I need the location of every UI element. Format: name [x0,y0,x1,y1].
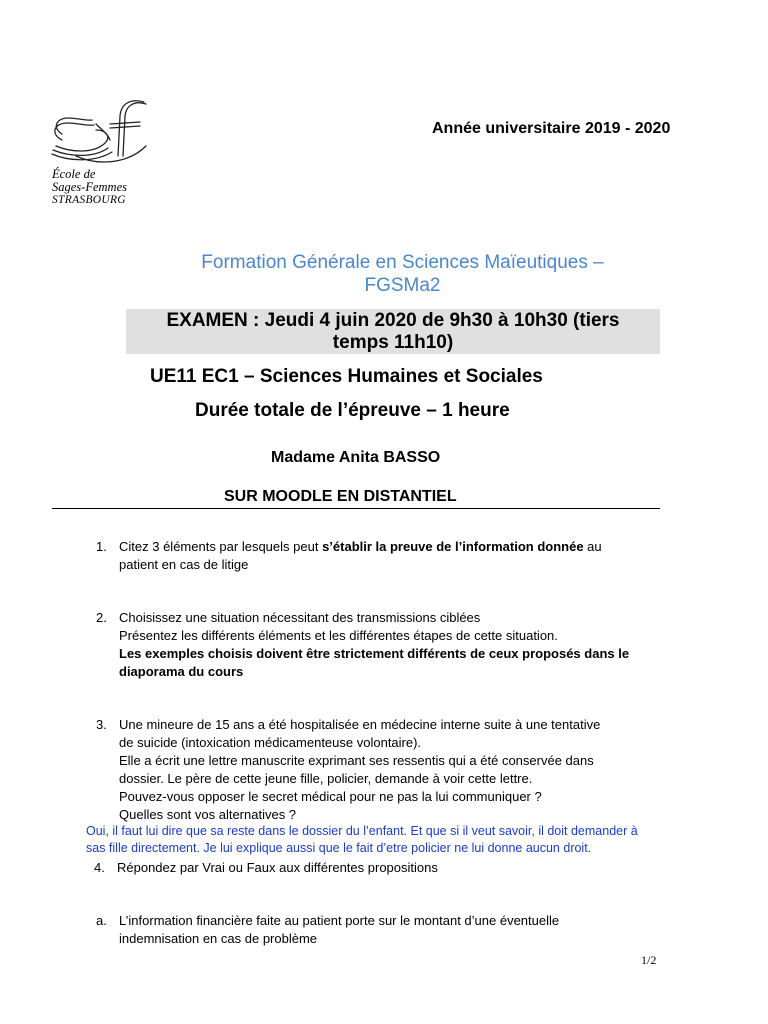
question-text-line: Les exemples choisis doivent être strictement différents de ceux proposés dans le [119,646,630,661]
academic-year: Année universitaire 2019 - 2020 [432,120,671,137]
question-number: 2. [96,610,107,625]
exam-mode: SUR MOODLE EN DISTANTIEL [224,488,457,505]
student-answer [86,823,706,857]
question-text-line: indemnisation en cas de problème [119,931,318,946]
question-text-line: L’information financière faite au patient porte sur le montant d’une éventuelle [119,913,560,928]
question-text-line: diaporama du cours [119,664,244,679]
exam-banner [126,309,660,354]
question-text-line: Quelles sont vos alternatives ? [119,807,297,822]
formation-title-line1: Formation Générale en Sciences Maïeutiques – [201,252,604,273]
question-text-line: Pouvez-vous opposer le secret médical pour ne pas la lui communiquer ? [119,789,542,804]
exam-banner-line2: temps 11h10) [332,332,454,353]
question-text-line: Présentez les différents éléments et les différentes étapes de cette situation. [119,628,558,643]
logo-text [52,168,127,207]
question-text-line: Elle a écrit une lettre manuscrite exprimant ses ressentis qui a été conservée dans [119,753,594,768]
answer-text-line: Oui, il faut lui dire que sa reste dans le dossier du l’enfant. Et que si il veut savoir, il doit demander à [86,824,638,838]
question-number: 1. [96,539,107,554]
logo-line-ecole: École de [52,167,96,181]
course-unit: UE11 EC1 – Sciences Humaines et Sociales [150,366,543,387]
answer-text-line: sas fille directement. Je lui explique aussi que le fait d’etre policier ne lui donne aucun droit. [86,841,592,855]
logo-line-strasbourg: STRASBOURG [52,194,126,206]
question-text-line: Citez 3 éléments par lesquels peut s’établir la preuve de l’information donnée au [119,539,602,554]
teacher-name: Madame Anita BASSO [271,449,441,466]
question-text-line: Répondez par Vrai ou Faux aux différentes propositions [117,860,438,875]
question-number: 3. [96,717,107,732]
logo-line-sages-femmes: Sages-Femmes [52,180,127,194]
proposition-letter: a. [96,913,107,928]
exam-duration: Durée totale de l’épreuve – 1 heure [195,400,510,421]
sf-monogram-icon [48,94,158,166]
question-text-line: de suicide (intoxication médicamenteuse volontaire). [119,735,422,750]
question-text-line: Choisissez une situation nécessitant des transmissions ciblées [119,610,481,625]
formation-title-line2: FGSMa2 [364,275,441,296]
header-divider [52,508,660,509]
exam-banner-line1: EXAMEN : Jeudi 4 juin 2020 de 9h30 à 10h30 (tiers [166,310,620,331]
question-text-line: Une mineure de 15 ans a été hospitalisée en médecine interne suite à une tentative [119,717,601,732]
question-text-line: dossier. Le père de cette jeune fille, policier, demande à voir cette lettre. [119,771,533,786]
formation-title [140,251,665,297]
question-text-line: patient en cas de litige [119,557,249,572]
page-number: 1/2 [641,953,657,967]
school-logo [48,94,168,219]
question-number: 4. [94,860,105,875]
